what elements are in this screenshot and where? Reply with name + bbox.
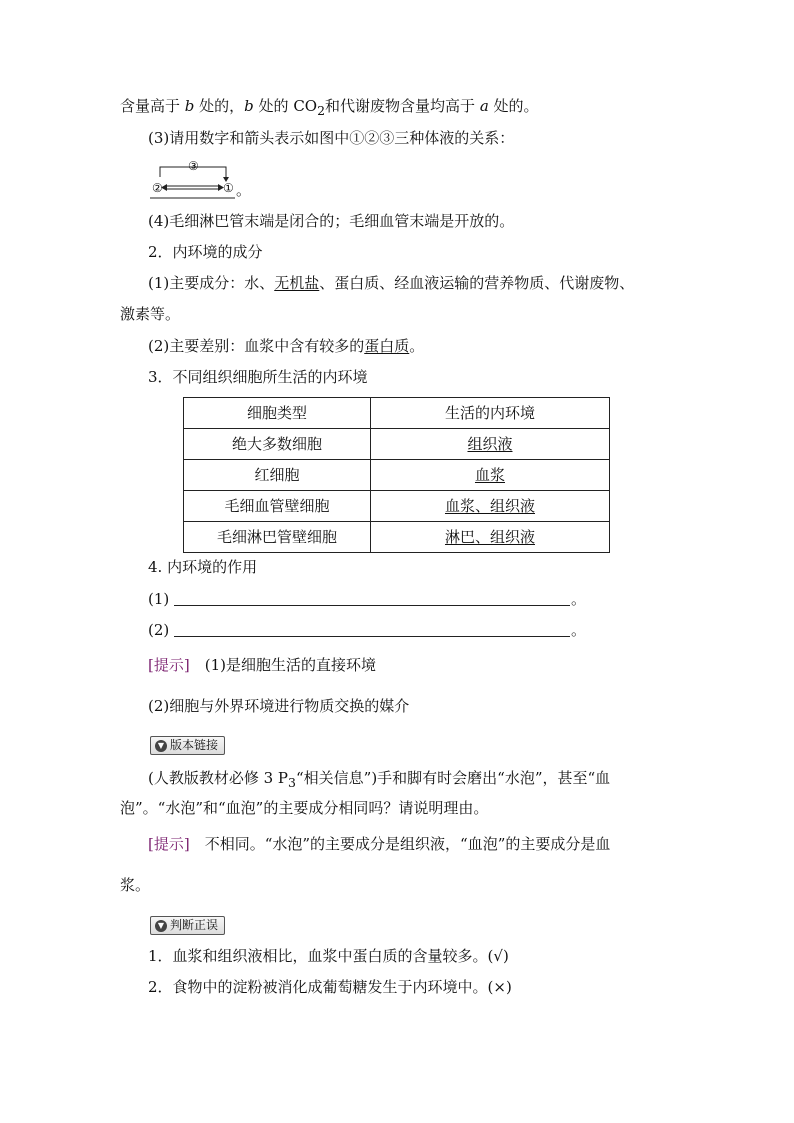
relation-arrows <box>150 157 250 202</box>
text-line <box>148 336 424 356</box>
true-false-tag <box>150 916 225 935</box>
tag-label: 版本链接 <box>170 738 219 752</box>
environment-table <box>183 397 610 553</box>
text-segment: (人教版教材必修 3 P <box>148 769 289 787</box>
fill-line-1-end: 。 <box>571 590 587 608</box>
text-line: 泡”。“水泡”和“血泡”的主要成分相同吗？请说明理由。 <box>120 799 489 817</box>
text-segment: 处的， <box>194 97 245 115</box>
table-row <box>184 491 610 522</box>
answer-blank: 无机盐 <box>274 274 320 292</box>
table-row <box>184 429 610 460</box>
table-cell <box>371 491 610 522</box>
text-segment: “相关信息”)手和脚有时会磨出“水泡”，甚至“血 <box>295 769 611 787</box>
hint-text: (1)是细胞生活的直接环境 <box>189 656 376 674</box>
subscript: 2 <box>317 103 326 118</box>
fill-blank-line <box>174 636 570 637</box>
var-a: a <box>479 97 489 115</box>
chevron-down-icon: ▼ <box>155 740 167 752</box>
text-segment: (2)主要差别：血浆中含有较多的 <box>148 337 365 355</box>
table-header-cell: 细胞类型 <box>184 398 371 429</box>
table-cell: 绝大多数细胞 <box>184 429 371 460</box>
hint-1-cont: (2)细胞与外界环境进行物质交换的媒介 <box>148 697 410 715</box>
answer-blank: 淋巴、组织液 <box>444 528 535 546</box>
textbook-link-tag <box>150 736 225 755</box>
node-1: ① <box>223 181 234 195</box>
question-3: (3)请用数字和箭头表示如图中①②③三种体液的关系： <box>148 129 515 147</box>
text-segment: (1)主要成分：水、 <box>148 274 275 292</box>
tag-label: 判断正误 <box>170 918 219 932</box>
judgement-1: 1．血浆和组织液相比，血浆中蛋白质的含量较多。(√) <box>148 947 509 965</box>
text-segment: 含量高于 <box>120 97 185 115</box>
node-2: ② <box>152 181 163 195</box>
text-line <box>120 96 539 121</box>
judgement-2: 2．食物中的淀粉被消化成葡萄糖发生于内环境中。(×) <box>148 978 512 996</box>
fill-line-2-label: (2) <box>148 621 170 639</box>
table-cell: 毛细血管壁细胞 <box>184 491 371 522</box>
var-b: b <box>244 97 254 115</box>
hint-tag: [提示] <box>148 835 190 853</box>
text-segment: 和代谢废物含量均高于 <box>325 97 480 115</box>
text-line: 激素等。 <box>120 305 181 323</box>
table-cell <box>371 460 610 491</box>
text-line <box>148 273 634 293</box>
text-line <box>148 768 610 793</box>
text-segment: 处的 CO <box>253 97 318 115</box>
table-header-row <box>184 398 610 429</box>
hint-2 <box>148 834 610 854</box>
answer-blank: 血浆 <box>474 466 505 484</box>
fill-line-2-end: 。 <box>571 621 587 639</box>
hint-1 <box>148 655 376 675</box>
hint-text: 不相同。“水泡”的主要成分是组织液，“血泡”的主要成分是血 <box>189 835 611 853</box>
fluid-relation-diagram <box>150 157 250 202</box>
text-segment: 处的。 <box>488 97 539 115</box>
question-4: (4)毛细淋巴管末端是闭合的；毛细血管末端是开放的。 <box>148 212 515 230</box>
hint-tag: [提示] <box>148 656 190 674</box>
text-segment: 、蛋白质、经血液运输的营养物质、代谢废物、 <box>319 274 635 292</box>
section-3-heading: 3．不同组织细胞所生活的内环境 <box>148 368 368 386</box>
answer-blank: 血浆、组织液 <box>444 497 535 515</box>
table-cell <box>371 429 610 460</box>
section-4-heading: 4. 内环境的作用 <box>148 558 258 576</box>
table-header-cell: 生活的内环境 <box>371 398 610 429</box>
answer-blank: 组织液 <box>467 435 513 453</box>
table-cell: 毛细淋巴管壁细胞 <box>184 522 371 553</box>
table-row <box>184 460 610 491</box>
var-b: b <box>184 97 195 115</box>
chevron-down-icon: ▼ <box>155 920 167 932</box>
node-3: ③ <box>188 159 199 173</box>
hint-2-cont: 浆。 <box>120 876 151 894</box>
diagram-end: 。 <box>236 181 252 199</box>
section-2-heading: 2．内环境的成分 <box>148 243 263 261</box>
fill-blank-line <box>174 605 570 606</box>
answer-blank: 蛋白质 <box>364 337 410 355</box>
table-cell: 红细胞 <box>184 460 371 491</box>
fill-line-1-label: (1) <box>148 590 170 608</box>
text-segment: 。 <box>409 337 425 355</box>
subscript: 3 <box>288 775 296 790</box>
table-row <box>184 522 610 553</box>
table-cell <box>371 522 610 553</box>
